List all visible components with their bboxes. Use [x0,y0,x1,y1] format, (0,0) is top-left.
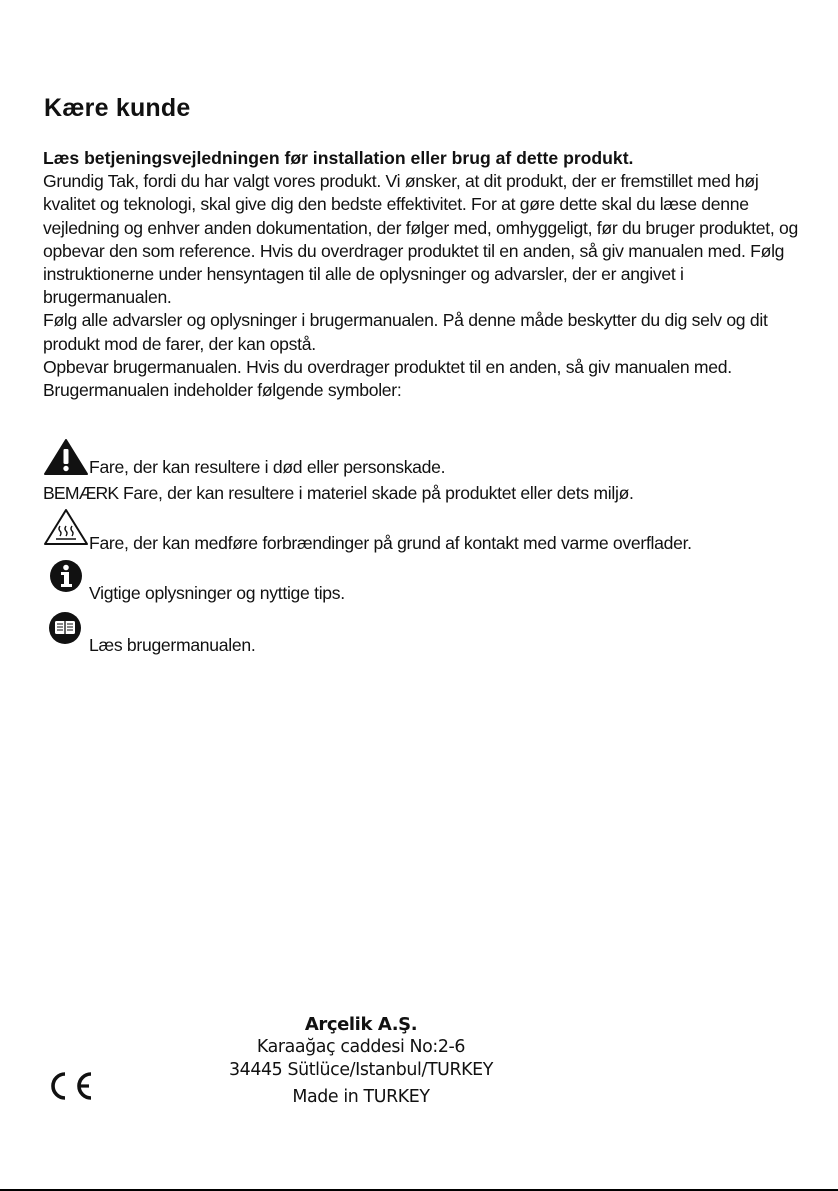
paragraph-keep-manual: Opbevar brugermanualen. Hvis du overdrager produktet til en anden, så giv manualen med. [43,356,732,377]
paragraph-thanks: Grundig Tak, fordi du har valgt vores produkt. Vi ønsker, at dit produkt, der er fremstillet med høj kvalitet og teknologi, skal give dig den bedste effektivitet. For at gøre dette skal du læse denne vejledning og enhver anden dokumentation, der følger med, omhyggeligt, før du bruger produktet, og opbevar den som reference. Hvis du overdrager produktet til en anden, så giv manualen med. Følg instruktionerne under hensyntagen til alle de oplysninger og advarsler, der er angivet i brugermanualen. [43,171,798,308]
manufacturer-city: 34445 Sütlüce/Istanbul/TURKEY [229,1060,493,1080]
symbol-manual-text: Læs brugermanualen. [89,635,256,655]
hot-surface-icon [43,508,89,546]
manufacturer-company: Arçelik A.Ş. [304,1014,418,1035]
manufacturer-origin: Made in TURKEY [292,1087,430,1107]
symbol-info-text: Vigtige oplysninger og nyttige tips. [89,583,345,603]
intro-text [43,147,803,402]
info-icon [46,558,86,598]
symbol-hot-text: Fare, der kan medføre forbrændinger på grund af kontakt med varme overflader. [89,533,692,553]
symbol-note-text: Fare, der kan resultere i materiel skade på produktet eller dets miljø. [122,483,634,503]
note-label: BEMÆRK [43,483,119,503]
read-manual-icon [46,610,86,650]
manufacturer-street: Karaağaç caddesi No:2-6 [256,1037,466,1057]
lead-instruction: Læs betjeningsvejledningen før installation eller brug af dette produkt. [43,148,634,168]
paragraph-symbols-intro: Brugermanualen indeholder følgende symboler: [43,380,402,401]
manufacturer-address [210,1013,512,1109]
paragraph-warnings: Følg alle advarsler og oplysninger i brugermanualen. På denne måde beskytter du dig selv og dit produkt mod de farer, der kan opstå. [43,310,768,354]
symbol-row-note [43,482,634,504]
page-title: Kære kunde [44,94,191,122]
warning-triangle-icon [43,438,89,476]
symbol-danger-text: Fare, der kan resultere i død eller personskade. [89,457,446,477]
ce-mark-icon [44,1071,96,1101]
